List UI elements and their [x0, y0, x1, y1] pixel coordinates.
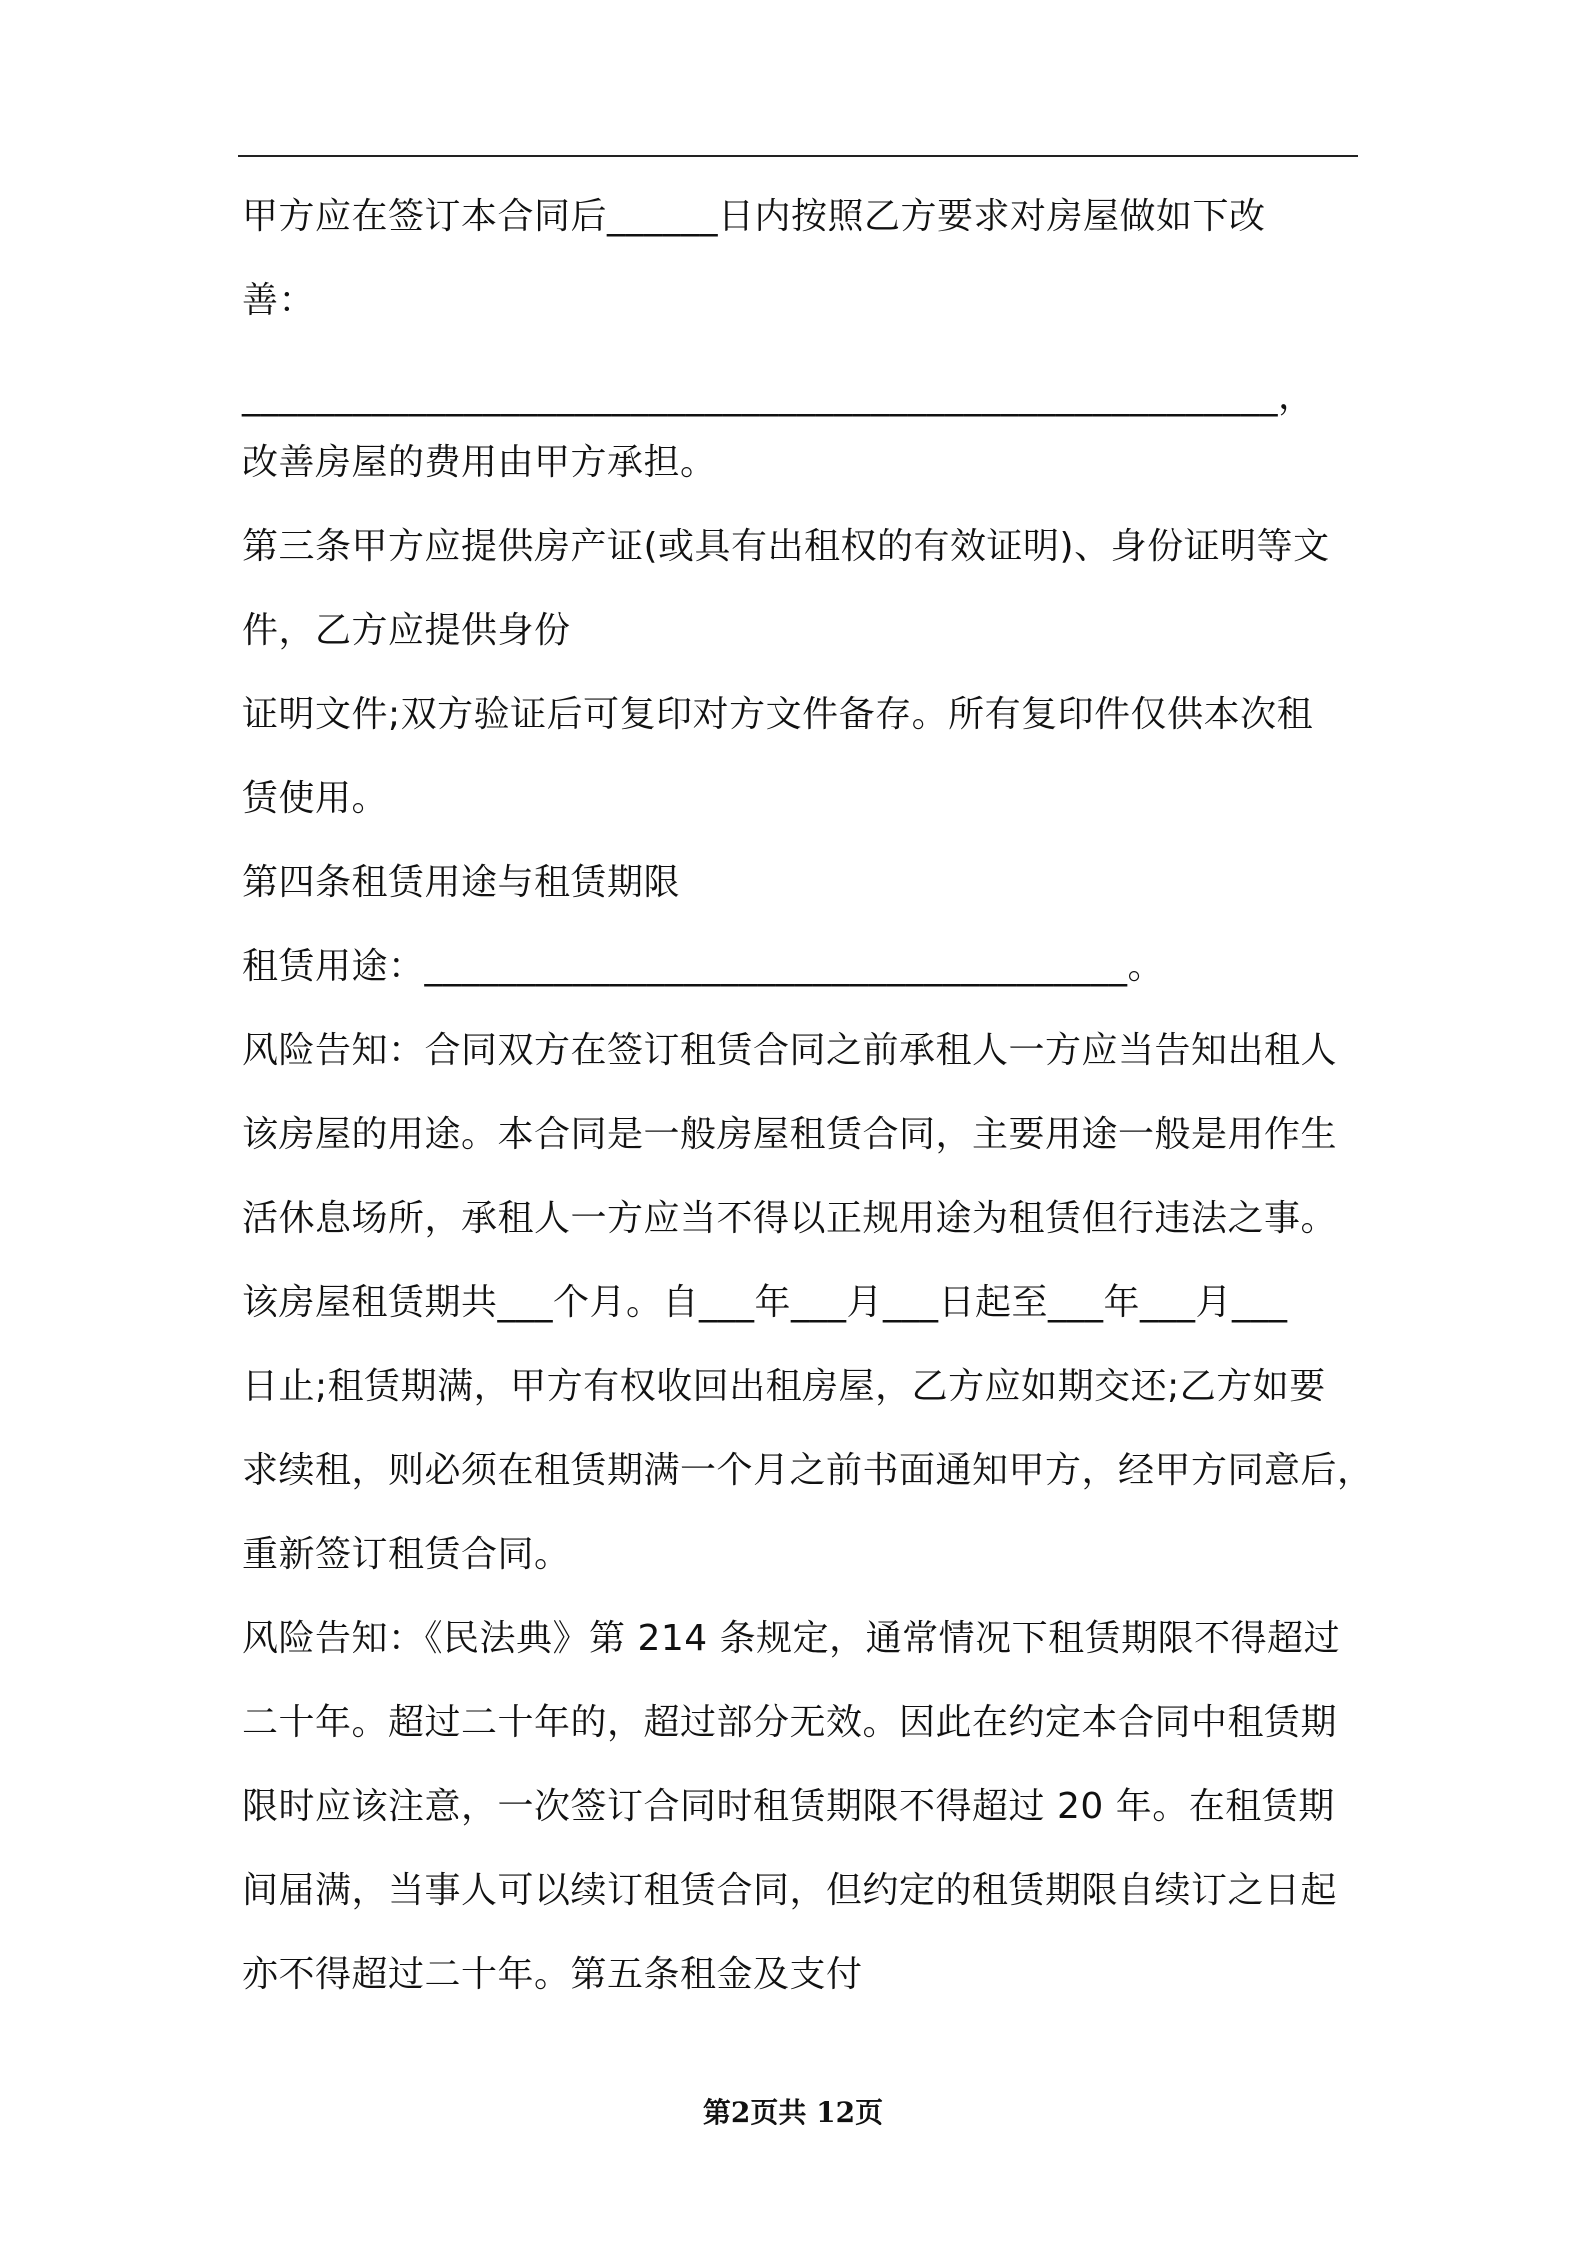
text-line: 活休息场所，承租人一方应当不得以正规用途为租赁但行违法之事。 — [242, 1198, 1338, 1239]
text-line: 二十年。超过二十年的，超过部分无效。因此在约定本合同中租赁期 — [242, 1702, 1338, 1743]
header-rule — [238, 155, 1358, 157]
document-body — [242, 196, 1374, 1996]
text-line: 间届满，当事人可以续订租赁合同，但约定的租赁期限自续订之日起 — [242, 1870, 1338, 1911]
text-line: 亦不得超过二十年。第五条租金及支付 — [242, 1954, 863, 1995]
article-heading: 第四条租赁用途与租赁期限 — [242, 862, 681, 903]
text-line: 租赁用途：______________________________________。 — [242, 946, 1165, 987]
text-line: 赁使用。 — [242, 778, 389, 819]
text-line: 日止;租赁期满，甲方有权收回出租房屋，乙方应如期交还;乙方如要 — [242, 1366, 1326, 1407]
text-line: ________________________________________________________， — [242, 376, 1315, 417]
risk-notice-line: 风险告知：《民法典》第 214 条规定，通常情况下租赁期限不得超过 — [242, 1618, 1341, 1659]
text-line: 该房屋租赁期共___个月。自___年___月___日起至___年___月___ — [242, 1282, 1288, 1323]
page-number: 第2页共 12页 — [702, 2096, 884, 2129]
text-line: 甲方应在签订本合同后______日内按照乙方要求对房屋做如下改 — [242, 196, 1266, 237]
text-line: 限时应该注意，一次签订合同时租赁期限不得超过 20 年。在租赁期 — [242, 1786, 1335, 1827]
risk-notice-line: 风险告知：合同双方在签订租赁合同之前承租人一方应当告知出租人 — [242, 1030, 1338, 1071]
text-line: 证明文件;双方验证后可复印对方文件备存。所有复印件仅供本次租 — [242, 694, 1314, 735]
text-line: 善： — [242, 280, 316, 321]
text-line: 改善房屋的费用由甲方承担。 — [242, 442, 717, 483]
text-line: 该房屋的用途。本合同是一般房屋租赁合同，主要用途一般是用作生 — [242, 1114, 1338, 1155]
text-line: 重新签订租赁合同。 — [242, 1534, 571, 1575]
text-line: 件，乙方应提供身份 — [242, 610, 571, 651]
article-heading: 第三条甲方应提供房产证(或具有出租权的有效证明)、身份证明等文 — [242, 526, 1330, 567]
text-line: 求续租，则必须在租赁期满一个月之前书面通知甲方，经甲方同意后， — [242, 1450, 1374, 1491]
